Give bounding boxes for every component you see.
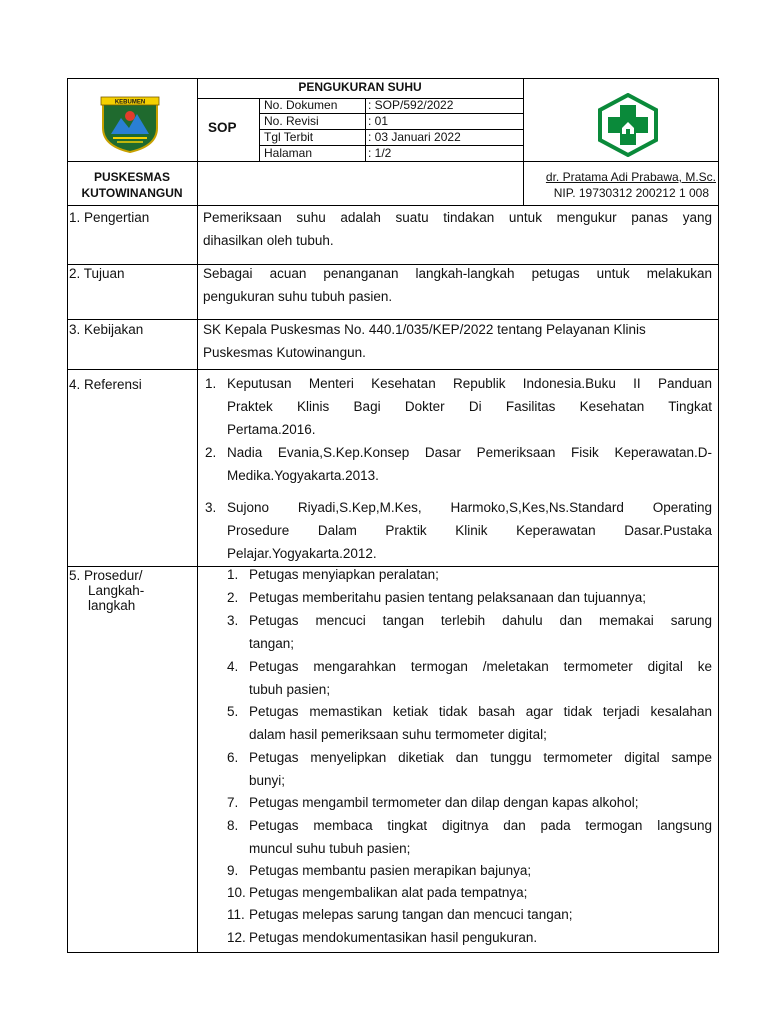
reference-text <box>227 496 712 565</box>
section-body-kebijakan <box>203 318 712 364</box>
body-line: Petugas membantu pasien merapikan bajunya; <box>249 863 532 878</box>
body-line: Medika.Yogyakarta.2013. <box>227 468 379 483</box>
step-number: 2. <box>227 590 239 605</box>
body-line: Petugas mencuci tangan terlebih dahulu dan memakai sarung <box>249 613 712 628</box>
step-text <box>249 881 712 904</box>
step-text <box>249 609 712 655</box>
body-line: dihasilkan oleh tubuh. <box>203 233 334 248</box>
step-text <box>249 563 712 586</box>
step-text <box>249 859 712 882</box>
body-line: muncul suhu tubuh pasien; <box>249 841 411 856</box>
section-body-tujuan <box>203 262 712 308</box>
crest-banner-text: KEBUMEN <box>114 99 146 106</box>
meta-label-page: Halaman <box>264 146 313 160</box>
body-line: Nadia Evania,S.Kep.Konsep Dasar Pemeriksaan Fisik Keperawatan.D- <box>227 445 712 460</box>
org-name-line1: PUSKESMAS <box>93 170 170 184</box>
step-text <box>249 903 712 926</box>
step-number: 9. <box>227 863 239 878</box>
signer-name: dr. Pratama Adi Prabawa, M.Sc. <box>545 170 716 184</box>
reference-text <box>227 372 712 441</box>
org-name-line2: KUTOWINANGUN <box>81 186 183 200</box>
step-text <box>249 700 712 746</box>
step-number: 3. <box>227 613 239 628</box>
step-text <box>249 791 712 814</box>
section-body-pengertian <box>203 206 712 252</box>
body-line: Praktek Klinis Bagi Dokter Di Fasilitas Kesehatan Tingkat <box>227 399 712 414</box>
puskesmas-cross-logo <box>596 93 660 157</box>
meta-label-revision: No. Revisi <box>264 114 319 128</box>
reference-number: 1. <box>205 376 217 391</box>
meta-value-doc-number: : SOP/592/2022 <box>368 98 454 112</box>
body-line: tubuh pasien; <box>249 682 331 697</box>
body-line: Petugas mendokumentasikan hasil pengukuran. <box>249 930 538 945</box>
body-line: pengukuran suhu tubuh pasien. <box>203 289 393 304</box>
step-number: 8. <box>227 818 239 833</box>
step-number: 4. <box>227 659 239 674</box>
step-text <box>249 814 712 860</box>
step-number: 10. <box>227 885 246 900</box>
body-line: Pelajar.Yogyakarta.2012. <box>227 546 377 561</box>
section-label-prosedur-line2: Langkah- <box>88 583 145 598</box>
regency-crest-logo <box>99 94 161 154</box>
body-line: Petugas menyelipkan diketiak dan tunggu termometer digital sampe <box>249 750 712 765</box>
body-line: bunyi; <box>249 773 286 788</box>
body-line: Petugas mengarahkan termogan /meletakan termometer digital ke <box>249 659 712 674</box>
meta-value-revision: : 01 <box>368 114 389 128</box>
step-number: 5. <box>227 704 239 719</box>
body-line: Petugas memastikan ketiak tidak basah agar tidak terjadi kesalahan <box>249 704 712 719</box>
meta-label-issue-date: Tgl Terbit <box>264 130 314 144</box>
reference-text <box>227 441 712 487</box>
body-line: Pemeriksaan suhu adalah suatu tindakan untuk mengukur panas yang <box>203 210 712 225</box>
step-number: 6. <box>227 750 239 765</box>
step-text <box>249 655 712 701</box>
section-label-prosedur: 5. Prosedur/ <box>69 568 143 583</box>
step-number: 11. <box>227 907 245 922</box>
signer-nip: NIP. 19730312 200212 1 008 <box>553 186 709 200</box>
section-label-pengertian: 1. Pengertian <box>69 210 150 225</box>
document-title: PENGUKURAN SUHU <box>298 80 422 94</box>
section-label-prosedur-line3: langkah <box>88 598 136 613</box>
step-text <box>249 746 712 792</box>
step-number: 1. <box>227 567 239 582</box>
body-line: SK Kepala Puskesmas No. 440.1/035/KEP/2022 tentang Pelayanan Klinis <box>203 322 646 337</box>
section-label-referensi: 4. Referensi <box>69 377 142 392</box>
body-line: Sujono Riyadi,S.Kep,M.Kes, Harmoko,S,Kes,Ns.Standard Operating <box>227 500 712 515</box>
body-line: Prosedure Dalam Praktik Klinik Keperawatan Dasar.Pustaka <box>227 523 712 538</box>
body-line: tangan; <box>249 636 295 651</box>
body-line: Petugas membaca tingkat digitnya dan pada termogan langsung <box>249 818 712 833</box>
reference-number: 3. <box>205 500 217 515</box>
step-text <box>249 926 712 949</box>
sop-label: SOP <box>208 120 237 135</box>
body-line: Keputusan Menteri Kesehatan Republik Indonesia.Buku II Panduan <box>227 376 712 391</box>
step-number: 12. <box>227 930 246 945</box>
body-line: Petugas memberitahu pasien tentang pelaksanaan dan tujuannya; <box>249 590 647 605</box>
body-line: Pertama.2016. <box>227 422 316 437</box>
meta-label-doc-number: No. Dokumen <box>264 98 338 112</box>
step-text <box>249 586 712 609</box>
reference-number: 2. <box>205 445 217 460</box>
section-label-kebijakan: 3. Kebijakan <box>69 322 144 337</box>
meta-value-page: : 1/2 <box>368 146 392 160</box>
body-line: Petugas mengembalikan alat pada tempatnya; <box>249 885 528 900</box>
body-line: Puskesmas Kutowinangun. <box>203 345 366 360</box>
body-line: Sebagai acuan penanganan langkah-langkah petugas untuk melakukan <box>203 266 712 281</box>
body-line: Petugas menyiapkan peralatan; <box>249 567 439 582</box>
step-number: 7. <box>227 795 239 810</box>
body-line: Petugas melepas sarung tangan dan mencuci tangan; <box>249 907 573 922</box>
body-line: dalam hasil pemeriksaan suhu termometer digital; <box>249 727 547 742</box>
meta-value-issue-date: : 03 Januari 2022 <box>368 130 461 144</box>
body-line: Petugas mengambil termometer dan dilap dengan kapas alkohol; <box>249 795 639 810</box>
section-label-tujuan: 2. Tujuan <box>69 266 125 281</box>
